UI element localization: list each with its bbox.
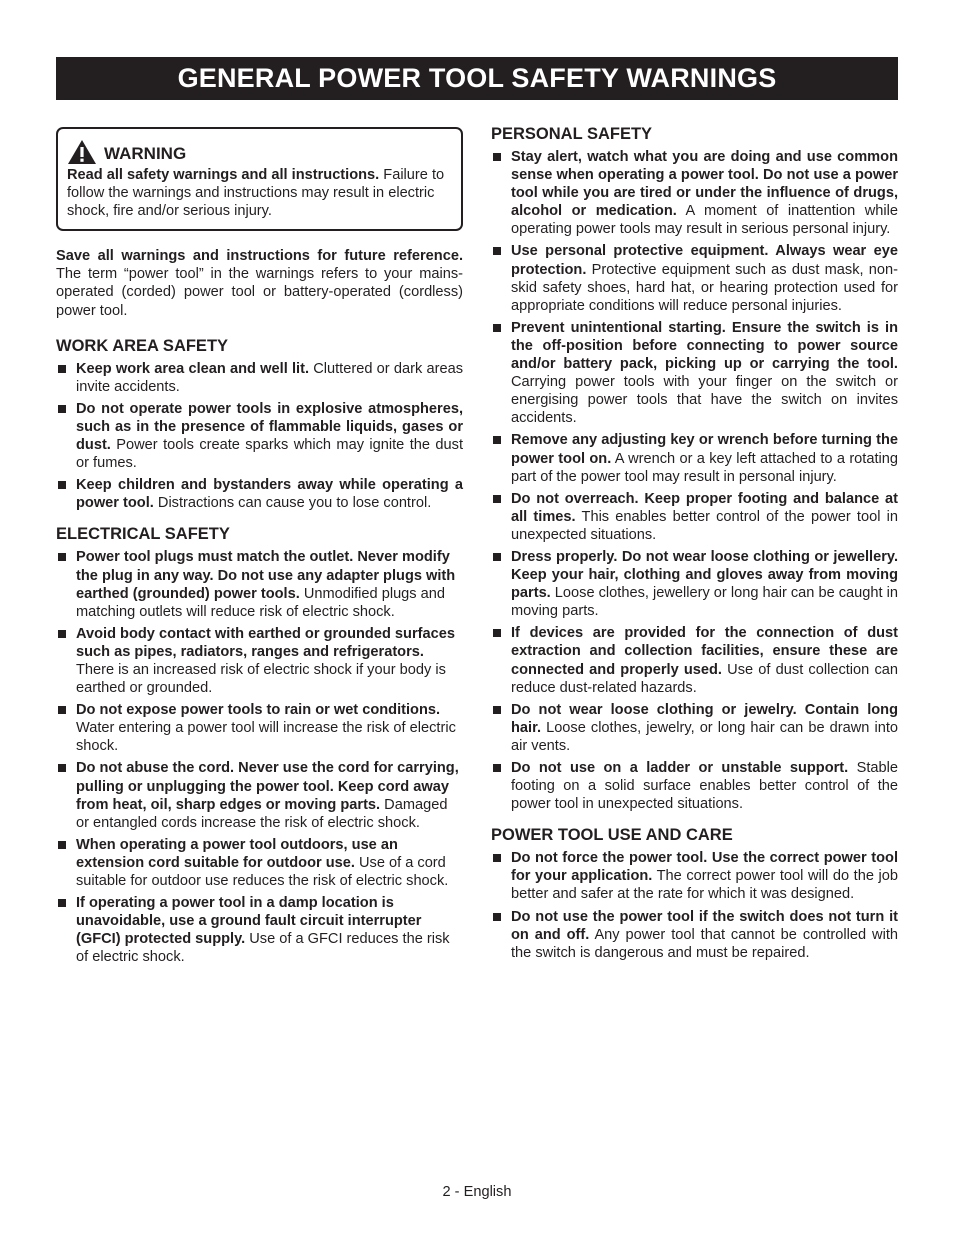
square-bullet-icon xyxy=(58,841,66,849)
square-bullet-icon xyxy=(58,405,66,413)
list-item: Do not use the power tool if the switch does not turn it on and off. Any power tool that cannot be controlled with the switch is dangerous and must be repaired. xyxy=(491,908,898,962)
square-bullet-icon xyxy=(493,854,501,862)
page-footer: 2 - English xyxy=(442,1184,512,1200)
list-item: Do not abuse the cord. Never use the cord for carrying, pulling or unplugging the power tool. Keep cord away from heat, oil, sharp edges or moving parts. Damaged or entangled cords increase the risk of electric shock. xyxy=(56,759,463,831)
square-bullet-icon xyxy=(58,706,66,714)
section-heading-electrical: ELECTRICAL SAFETY xyxy=(56,525,230,544)
square-bullet-icon xyxy=(493,247,501,255)
square-bullet-icon xyxy=(58,764,66,772)
list-item: Do not force the power tool. Use the correct power tool for your application. The correct power tool will do the job better and safer at the rate for which it was designed. xyxy=(491,849,898,903)
square-bullet-icon xyxy=(493,706,501,714)
square-bullet-icon xyxy=(493,153,501,161)
list-item: Do not use on a ladder or unstable support. Stable footing on a solid surface enables better control of the power tool in unexpected situations. xyxy=(491,759,898,813)
list-item: Remove any adjusting key or wrench before turning the power tool on. A wrench or a key left attached to a rotating part of the power tool may result in personal injury. xyxy=(491,431,898,485)
personal-list xyxy=(491,148,898,813)
power-tool-use-list xyxy=(491,849,898,962)
list-item: Dress properly. Do not wear loose clothing or jewellery. Keep your hair, clothing and gloves away from moving parts. Loose clothes, jewellery or long hair can be caught in moving parts. xyxy=(491,548,898,620)
right-column xyxy=(491,124,898,974)
list-item: Do not overreach. Keep proper footing and balance at all times. This enables better control of the power tool in unexpected situations. xyxy=(491,490,898,544)
work-area-list xyxy=(56,360,463,513)
square-bullet-icon xyxy=(493,764,501,772)
square-bullet-icon xyxy=(58,553,66,561)
square-bullet-icon xyxy=(58,481,66,489)
square-bullet-icon xyxy=(493,436,501,444)
list-item: When operating a power tool outdoors, use an extension cord suitable for outdoor use. Use of a cord suitable for outdoor use reduces the risk of electric shock. xyxy=(56,836,463,890)
warning-header xyxy=(67,143,452,165)
warning-heading: WARNING xyxy=(104,143,187,163)
list-item: Prevent unintentional starting. Ensure the switch is in the off-position before connecting to power source and/or battery pack, picking up or carrying the tool. Carrying power tools with your finger on the switch or energising power tools that have the switch on invites accidents. xyxy=(491,319,898,428)
square-bullet-icon xyxy=(493,553,501,561)
square-bullet-icon xyxy=(493,495,501,503)
list-item: If operating a power tool in a damp location is unavoidable, use a ground fault circuit interrupter (GFCI) protected supply. Use of a GFCI reduces the risk of electric shock. xyxy=(56,894,463,966)
section-heading-power-tool-use: POWER TOOL USE AND CARE xyxy=(491,826,733,845)
list-item: If devices are provided for the connection of dust extraction and collection facilities, ensure these are connected and properly used. Use of dust collection can reduce dust-related hazards. xyxy=(491,624,898,696)
section-heading-work-area: WORK AREA SAFETY xyxy=(56,336,229,355)
list-item: Do not operate power tools in explosive atmospheres, such as in the presence of flammable liquids, gases or dust. Power tools create sparks which may ignite the dust or fumes. xyxy=(56,400,463,472)
page-title: GENERAL POWER TOOL SAFETY WARNINGS xyxy=(56,57,898,100)
left-column xyxy=(56,124,463,978)
square-bullet-icon xyxy=(58,899,66,907)
list-item: Avoid body contact with earthed or grounded surfaces such as pipes, radiators, ranges and refrigerators. There is an increased risk of electric shock if your body is earthed or grounded. xyxy=(56,625,463,697)
warning-text: Read all safety warnings and all instructions. Failure to follow the warnings and instructions may result in electric shock, fire and/or serious injury. xyxy=(67,167,445,220)
square-bullet-icon xyxy=(58,630,66,638)
square-bullet-icon xyxy=(493,913,501,921)
intro-paragraph: Save all warnings and instructions for future reference. The term “power tool” in the warnings refers to your mains-operated (corded) power tool or battery-operated (cordless) power tool. xyxy=(56,248,463,319)
electrical-list xyxy=(56,548,463,966)
list-item: Do not expose power tools to rain or wet conditions. Water entering a power tool will increase the risk of electric shock. xyxy=(56,701,463,755)
list-item: Power tool plugs must match the outlet. Never modify the plug in any way. Do not use any adapter plugs with earthed (grounded) power tools. Unmodified plugs and matching outlets will reduce risk of electric shock. xyxy=(56,548,463,620)
list-item: Stay alert, watch what you are doing and use common sense when operating a power tool. Do not use a power tool while you are tired or under the influence of drugs, alcohol or medication. A moment of inattention while operating power tools may result in serious personal injury. xyxy=(491,148,898,238)
section-heading-personal: PERSONAL SAFETY xyxy=(491,125,653,143)
square-bullet-icon xyxy=(493,324,501,332)
warning-triangle-icon xyxy=(67,139,97,165)
square-bullet-icon xyxy=(58,365,66,373)
list-item: Keep work area clean and well lit. Cluttered or dark areas invite accidents. xyxy=(56,360,463,396)
square-bullet-icon xyxy=(493,629,501,637)
list-item: Do not wear loose clothing or jewelry. Contain long hair. Loose clothes, jewelry, or long hair can be drawn into air vents. xyxy=(491,701,898,755)
list-item: Use personal protective equipment. Always wear eye protection. Protective equipment such as dust mask, non-skid safety shoes, hard hat, or hearing protection used for appropriate conditions will reduce personal injuries. xyxy=(491,242,898,314)
warning-box xyxy=(56,127,463,231)
list-item: Keep children and bystanders away while operating a power tool. Distractions can cause you to lose control. xyxy=(56,476,463,512)
